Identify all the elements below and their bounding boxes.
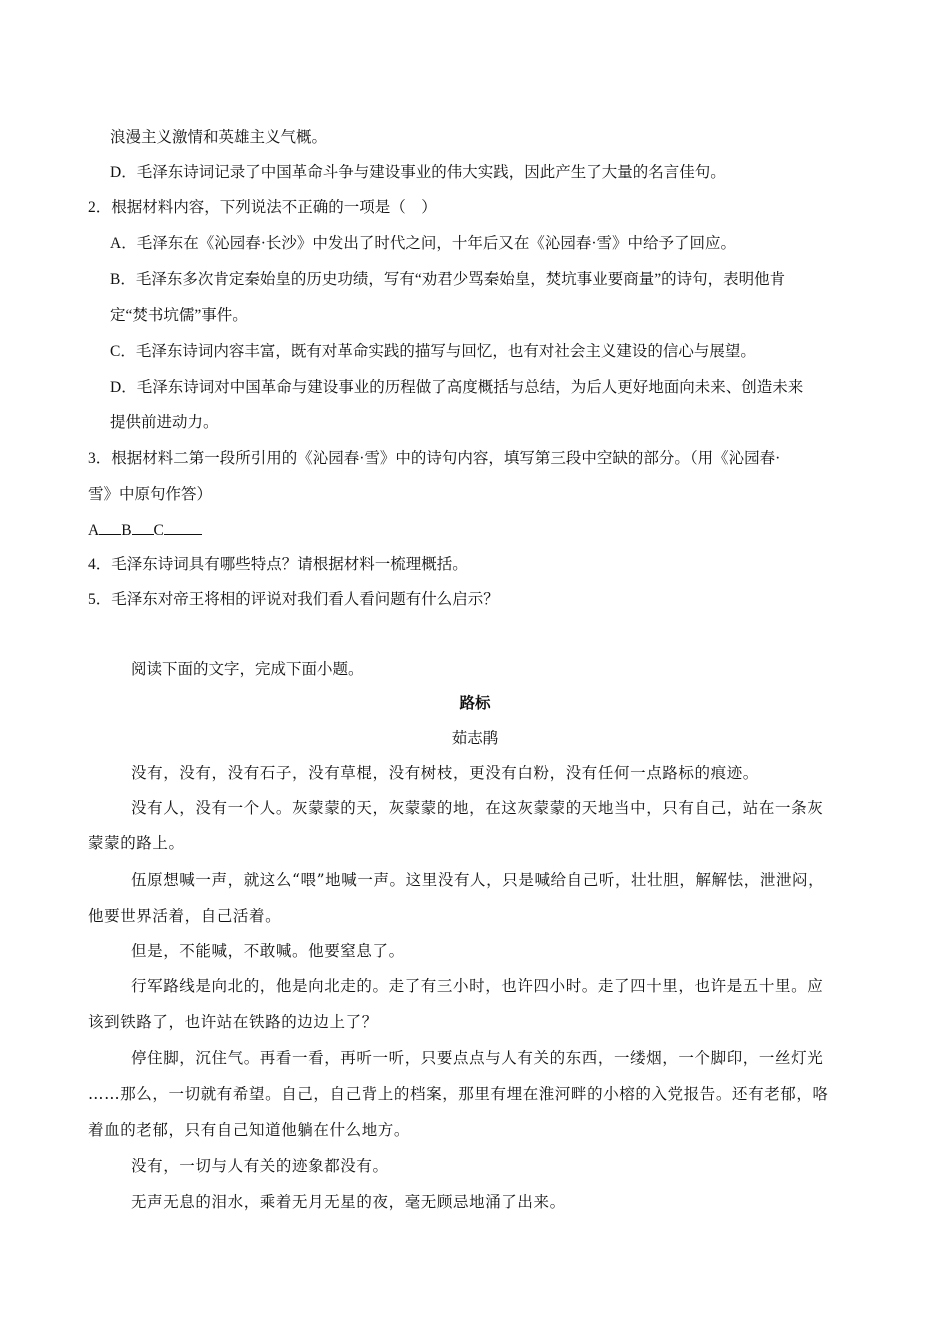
question-2: 2．根据材料内容，下列说法不正确的一项是（ ） xyxy=(88,199,437,216)
paragraph-line: 该到铁路了，也许站在铁路的边边上了？ xyxy=(88,1013,378,1031)
paragraph-line: ……那么，一切就有希望。自己，自己背上的档案，那里有埋在淮河畔的小榕的入党报告。还有老郁，咯 xyxy=(88,1085,829,1103)
question-4: 4．毛泽东诗词具有哪些特点？请根据材料一梳理概括。 xyxy=(88,556,468,573)
blank-b[interactable] xyxy=(132,520,154,535)
option-c-q2: C．毛泽东诗词内容丰富，既有对革命实践的描写与回忆，也有对社会主义建设的信心与展望。 xyxy=(110,343,756,360)
text-line: 提供前进动力。 xyxy=(110,414,219,431)
paragraph-line: 伍原想喊一声，就这么“喂”地喊一声。这里没有人，只是喊给自己听，壮壮胆，解解怯，泄泄闷， xyxy=(131,871,825,889)
option-d-q1: D．毛泽东诗词记录了中国革命斗争与建设事业的伟大实践，因此产生了大量的名言佳句。 xyxy=(110,164,726,181)
paragraph-line: 着血的老郁，只有自己知道他躺在什么地方。 xyxy=(88,1121,411,1139)
article-author: 茹志鹃 xyxy=(451,730,499,747)
text-line: 定“焚书坑儒”事件。 xyxy=(110,307,248,324)
text-line: 浪漫主义激情和英雄主义气概。 xyxy=(110,129,328,146)
paragraph-line: 没有，没有，没有石子，没有草棍，没有树枝，更没有白粉，没有任何一点路标的痕迹。 xyxy=(131,764,759,782)
blank-c[interactable] xyxy=(164,520,202,535)
blank-a-label: A xyxy=(88,522,100,539)
paragraph-line: 但是，不能喊，不敢喊。他要窒息了。 xyxy=(131,942,405,960)
blank-c-label: C xyxy=(153,522,164,539)
paragraph-line: 停住脚，沉住气。再看一看，再听一听，只要点点与人有关的东西，一缕烟，一个脚印，一丝灯光 xyxy=(131,1049,824,1067)
paragraph-line: 没有人，没有一个人。灰蒙蒙的天，灰蒙蒙的地，在这灰蒙蒙的天地当中，只有自己，站在一条灰 xyxy=(131,799,824,817)
paragraph-line: 行军路线是向北的，他是向北走的。走了有三小时，也许四小时。走了四十里，也许是五十里。应 xyxy=(131,977,824,995)
blank-a[interactable] xyxy=(99,520,121,535)
paragraph-line: 无声无息的泪水，乘着无月无星的夜，毫无顾忌地涌了出来。 xyxy=(131,1193,566,1211)
option-a-q2: A．毛泽东在《沁园春·长沙》中发出了时代之问，十年后又在《沁园春·雪》中给予了回应。 xyxy=(110,235,737,252)
answer-blanks xyxy=(88,520,202,541)
paragraph-line: 他要世界活着，自己活着。 xyxy=(88,907,282,925)
option-b-q2: B．毛泽东多次肯定秦始皇的历史功绩，写有“劝君少骂秦始皇，焚坑事业要商量”的诗句，表明他肯 xyxy=(110,271,786,288)
paragraph-line: 没有，一切与人有关的迹象都没有。 xyxy=(131,1157,389,1175)
question-3: 3．根据材料二第一段所引用的《沁园春·雪》中的诗句内容，填写第三段中空缺的部分。（用《沁园春· xyxy=(88,450,781,467)
blank-b-label: B xyxy=(121,522,132,539)
question-5: 5．毛泽东对帝王将相的评说对我们看人看问题有什么启示？ xyxy=(88,591,499,608)
option-d-q2: D．毛泽东诗词对中国革命与建设事业的历程做了高度概括与总结，为后人更好地面向未来、创造未来 xyxy=(110,379,804,396)
article-title: 路标 xyxy=(459,695,491,712)
text-line: 雪》中原句作答） xyxy=(88,486,213,503)
paragraph-line: 蒙蒙的路上。 xyxy=(88,834,185,852)
reading-instruction: 阅读下面的文字，完成下面小题。 xyxy=(131,661,364,678)
